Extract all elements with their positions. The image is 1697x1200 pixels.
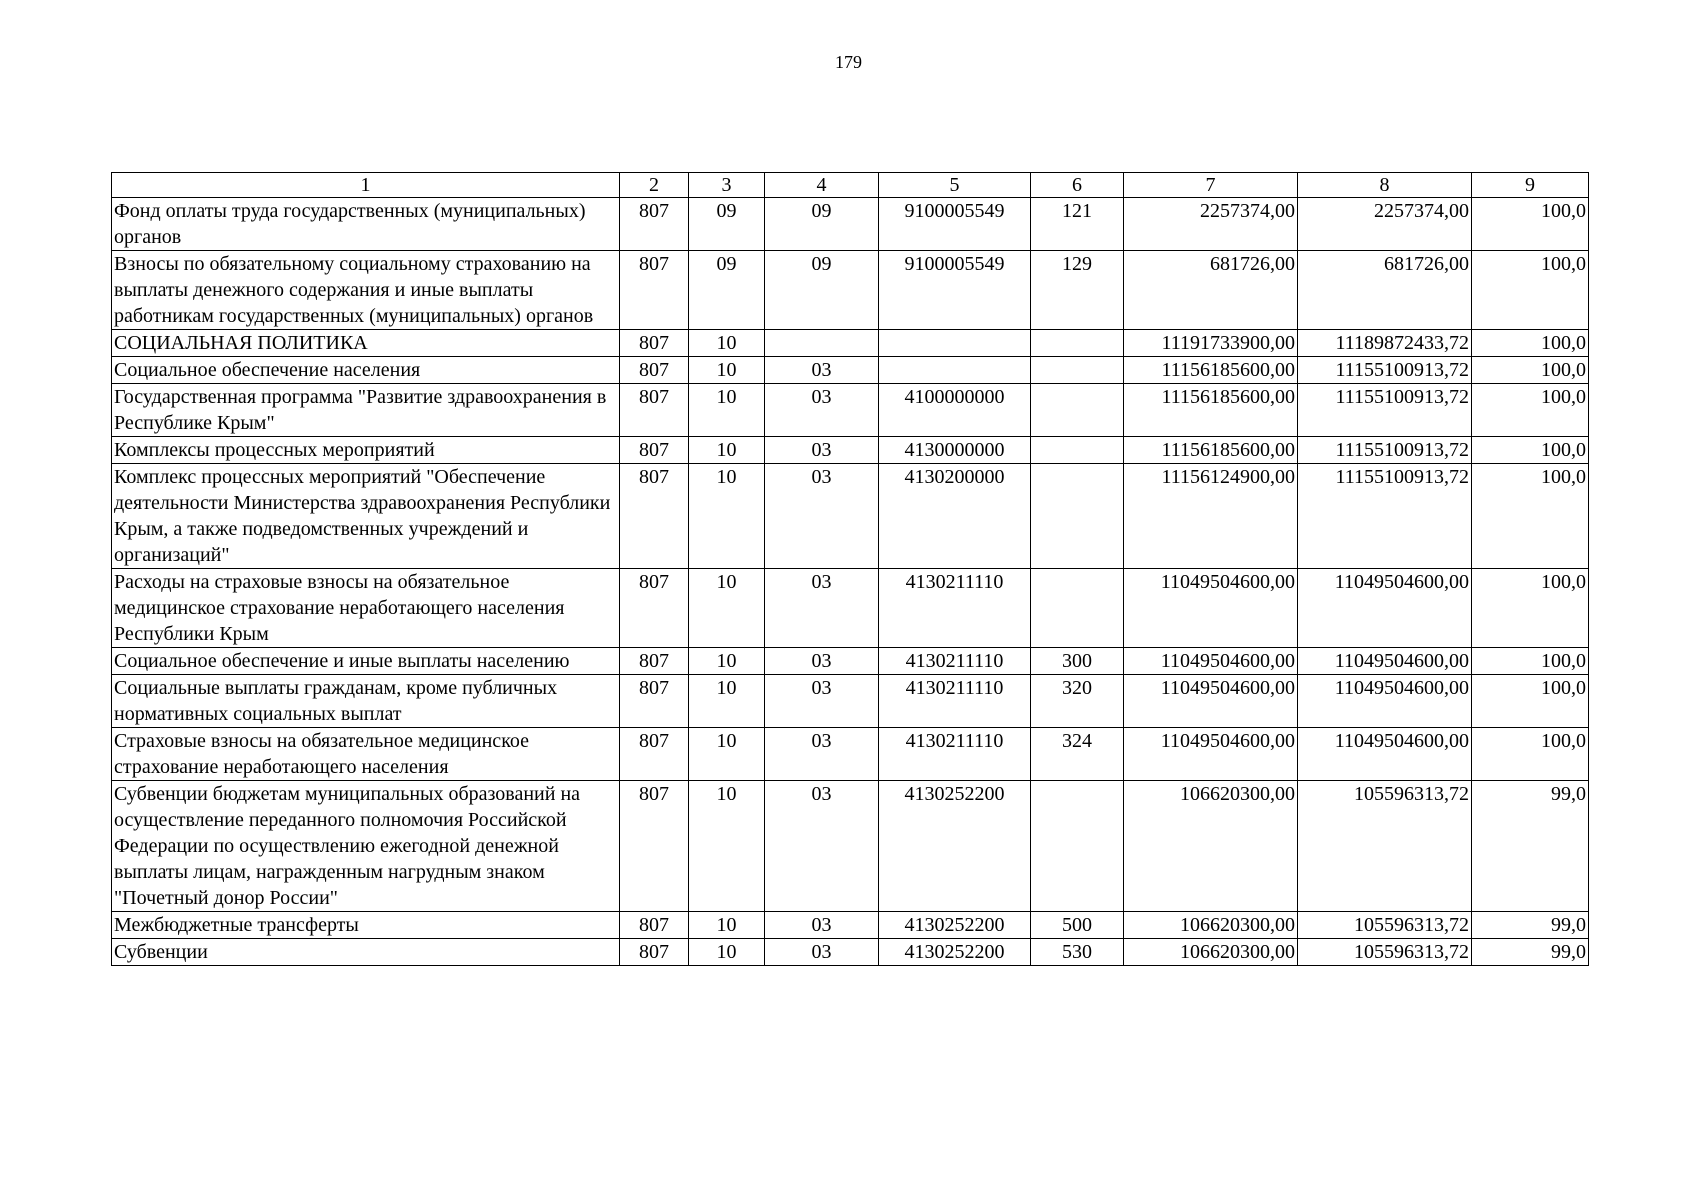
executed-amount-cell: 11189872433,72 [1298,330,1472,357]
section-code-cell: 10 [689,569,765,648]
target-article-cell: 4130000000 [879,437,1031,464]
table-row [112,675,1589,728]
ministry-code-cell: 807 [620,437,689,464]
executed-amount-cell: 11049504600,00 [1298,728,1472,781]
row-name-cell: Фонд оплаты труда государственных (муниципальных) органов [112,198,620,251]
row-name-cell: Расходы на страховые взносы на обязательное медицинское страхование неработающего населения Республики Крым [112,569,620,648]
expense-type-cell [1031,464,1124,569]
row-name-cell: Социальные выплаты гражданам, кроме публичных нормативных социальных выплат [112,675,620,728]
planned-amount-cell: 11049504600,00 [1124,648,1298,675]
header-row [112,173,1589,198]
planned-amount-cell: 11191733900,00 [1124,330,1298,357]
target-article-cell: 9100005549 [879,198,1031,251]
section-code-cell: 10 [689,781,765,912]
expense-type-cell [1031,781,1124,912]
table-row [112,781,1589,912]
table-row [112,330,1589,357]
subsection-code-cell [765,330,879,357]
section-code-cell: 10 [689,357,765,384]
execution-percent-cell: 100,0 [1472,728,1589,781]
section-code-cell: 10 [689,464,765,569]
subsection-code-cell: 03 [765,912,879,939]
section-code-cell: 09 [689,251,765,330]
target-article-cell: 4130211110 [879,648,1031,675]
planned-amount-cell: 11156185600,00 [1124,437,1298,464]
ministry-code-cell: 807 [620,569,689,648]
expense-type-cell [1031,569,1124,648]
executed-amount-cell: 105596313,72 [1298,939,1472,966]
table-row [112,569,1589,648]
expense-type-cell: 530 [1031,939,1124,966]
subsection-code-cell: 03 [765,384,879,437]
section-code-cell: 10 [689,330,765,357]
subsection-code-cell: 03 [765,569,879,648]
target-article-cell [879,357,1031,384]
executed-amount-cell: 11155100913,72 [1298,464,1472,569]
section-code-cell: 10 [689,675,765,728]
expense-type-cell [1031,437,1124,464]
ministry-code-cell: 807 [620,357,689,384]
execution-percent-cell: 100,0 [1472,437,1589,464]
expense-type-cell: 121 [1031,198,1124,251]
subsection-code-cell: 03 [765,437,879,464]
ministry-code-cell: 807 [620,728,689,781]
target-article-cell: 4130252200 [879,912,1031,939]
executed-amount-cell: 11049504600,00 [1298,675,1472,728]
planned-amount-cell: 11156185600,00 [1124,384,1298,437]
row-name-cell: Социальное обеспечение и иные выплаты населению [112,648,620,675]
subsection-code-cell: 03 [765,939,879,966]
row-name-cell: Страховые взносы на обязательное медицинское страхование неработающего населения [112,728,620,781]
subsection-code-cell: 03 [765,357,879,384]
column-header-2: 2 [620,173,689,198]
planned-amount-cell: 681726,00 [1124,251,1298,330]
ministry-code-cell: 807 [620,781,689,912]
row-name-cell: Социальное обеспечение населения [112,357,620,384]
expense-type-cell: 324 [1031,728,1124,781]
table-body [112,198,1589,966]
section-code-cell: 10 [689,728,765,781]
ministry-code-cell: 807 [620,198,689,251]
row-name-cell: Субвенции бюджетам муниципальных образований на осуществление переданного полномочия Российской Федерации по осуществлению ежегодной денежной выплаты лицам, награжденным нагрудным знаком "Почетный донор России" [112,781,620,912]
table-row [112,251,1589,330]
row-name-cell: Субвенции [112,939,620,966]
table-header [112,173,1589,198]
subsection-code-cell: 09 [765,251,879,330]
execution-percent-cell: 100,0 [1472,251,1589,330]
execution-percent-cell: 100,0 [1472,464,1589,569]
column-header-6: 6 [1031,173,1124,198]
row-name-cell: СОЦИАЛЬНАЯ ПОЛИТИКА [112,330,620,357]
ministry-code-cell: 807 [620,330,689,357]
section-code-cell: 10 [689,437,765,464]
subsection-code-cell: 09 [765,198,879,251]
table-row [112,939,1589,966]
column-header-8: 8 [1298,173,1472,198]
executed-amount-cell: 11155100913,72 [1298,437,1472,464]
execution-percent-cell: 99,0 [1472,939,1589,966]
execution-percent-cell: 99,0 [1472,781,1589,912]
target-article-cell: 4130211110 [879,728,1031,781]
target-article-cell: 4130200000 [879,464,1031,569]
planned-amount-cell: 106620300,00 [1124,781,1298,912]
planned-amount-cell: 106620300,00 [1124,939,1298,966]
target-article-cell: 4130252200 [879,939,1031,966]
executed-amount-cell: 11155100913,72 [1298,357,1472,384]
executed-amount-cell: 2257374,00 [1298,198,1472,251]
executed-amount-cell: 105596313,72 [1298,781,1472,912]
target-article-cell: 4100000000 [879,384,1031,437]
expense-type-cell [1031,384,1124,437]
table-row [112,648,1589,675]
ministry-code-cell: 807 [620,939,689,966]
target-article-cell: 9100005549 [879,251,1031,330]
target-article-cell: 4130211110 [879,569,1031,648]
table-row [112,464,1589,569]
execution-percent-cell: 100,0 [1472,675,1589,728]
ministry-code-cell: 807 [620,384,689,437]
column-header-7: 7 [1124,173,1298,198]
executed-amount-cell: 11049504600,00 [1298,569,1472,648]
row-name-cell: Взносы по обязательному социальному страхованию на выплаты денежного содержания и иные выплаты работникам государственных (муниципальных) органов [112,251,620,330]
planned-amount-cell: 2257374,00 [1124,198,1298,251]
column-header-3: 3 [689,173,765,198]
execution-percent-cell: 100,0 [1472,648,1589,675]
executed-amount-cell: 11049504600,00 [1298,648,1472,675]
execution-percent-cell: 99,0 [1472,912,1589,939]
execution-percent-cell: 100,0 [1472,330,1589,357]
subsection-code-cell: 03 [765,728,879,781]
execution-percent-cell: 100,0 [1472,198,1589,251]
execution-percent-cell: 100,0 [1472,569,1589,648]
section-code-cell: 09 [689,198,765,251]
section-code-cell: 10 [689,939,765,966]
executed-amount-cell: 11155100913,72 [1298,384,1472,437]
table-row [112,912,1589,939]
executed-amount-cell: 105596313,72 [1298,912,1472,939]
planned-amount-cell: 11156124900,00 [1124,464,1298,569]
row-name-cell: Комплекс процессных мероприятий "Обеспечение деятельности Министерства здравоохранения Республики Крым, а также подведомственных учреждений и организаций" [112,464,620,569]
table-row [112,728,1589,781]
ministry-code-cell: 807 [620,464,689,569]
planned-amount-cell: 11049504600,00 [1124,675,1298,728]
budget-table [111,172,1589,966]
row-name-cell: Государственная программа "Развитие здравоохранения в Республике Крым" [112,384,620,437]
expense-type-cell [1031,330,1124,357]
expense-type-cell: 500 [1031,912,1124,939]
table-row [112,198,1589,251]
expense-type-cell: 300 [1031,648,1124,675]
section-code-cell: 10 [689,648,765,675]
target-article-cell: 4130252200 [879,781,1031,912]
section-code-cell: 10 [689,912,765,939]
expense-type-cell: 320 [1031,675,1124,728]
planned-amount-cell: 11049504600,00 [1124,569,1298,648]
ministry-code-cell: 807 [620,675,689,728]
section-code-cell: 10 [689,384,765,437]
ministry-code-cell: 807 [620,251,689,330]
ministry-code-cell: 807 [620,912,689,939]
executed-amount-cell: 681726,00 [1298,251,1472,330]
column-header-4: 4 [765,173,879,198]
column-header-1: 1 [112,173,620,198]
subsection-code-cell: 03 [765,648,879,675]
expense-type-cell [1031,357,1124,384]
table-row [112,437,1589,464]
target-article-cell [879,330,1031,357]
execution-percent-cell: 100,0 [1472,384,1589,437]
column-header-9: 9 [1472,173,1589,198]
subsection-code-cell: 03 [765,675,879,728]
planned-amount-cell: 11156185600,00 [1124,357,1298,384]
ministry-code-cell: 807 [620,648,689,675]
page-number: 179 [835,52,862,72]
subsection-code-cell: 03 [765,464,879,569]
row-name-cell: Комплексы процессных мероприятий [112,437,620,464]
target-article-cell: 4130211110 [879,675,1031,728]
execution-percent-cell: 100,0 [1472,357,1589,384]
table-row [112,357,1589,384]
expense-type-cell: 129 [1031,251,1124,330]
subsection-code-cell: 03 [765,781,879,912]
column-header-5: 5 [879,173,1031,198]
planned-amount-cell: 106620300,00 [1124,912,1298,939]
table-row [112,384,1589,437]
planned-amount-cell: 11049504600,00 [1124,728,1298,781]
row-name-cell: Межбюджетные трансферты [112,912,620,939]
